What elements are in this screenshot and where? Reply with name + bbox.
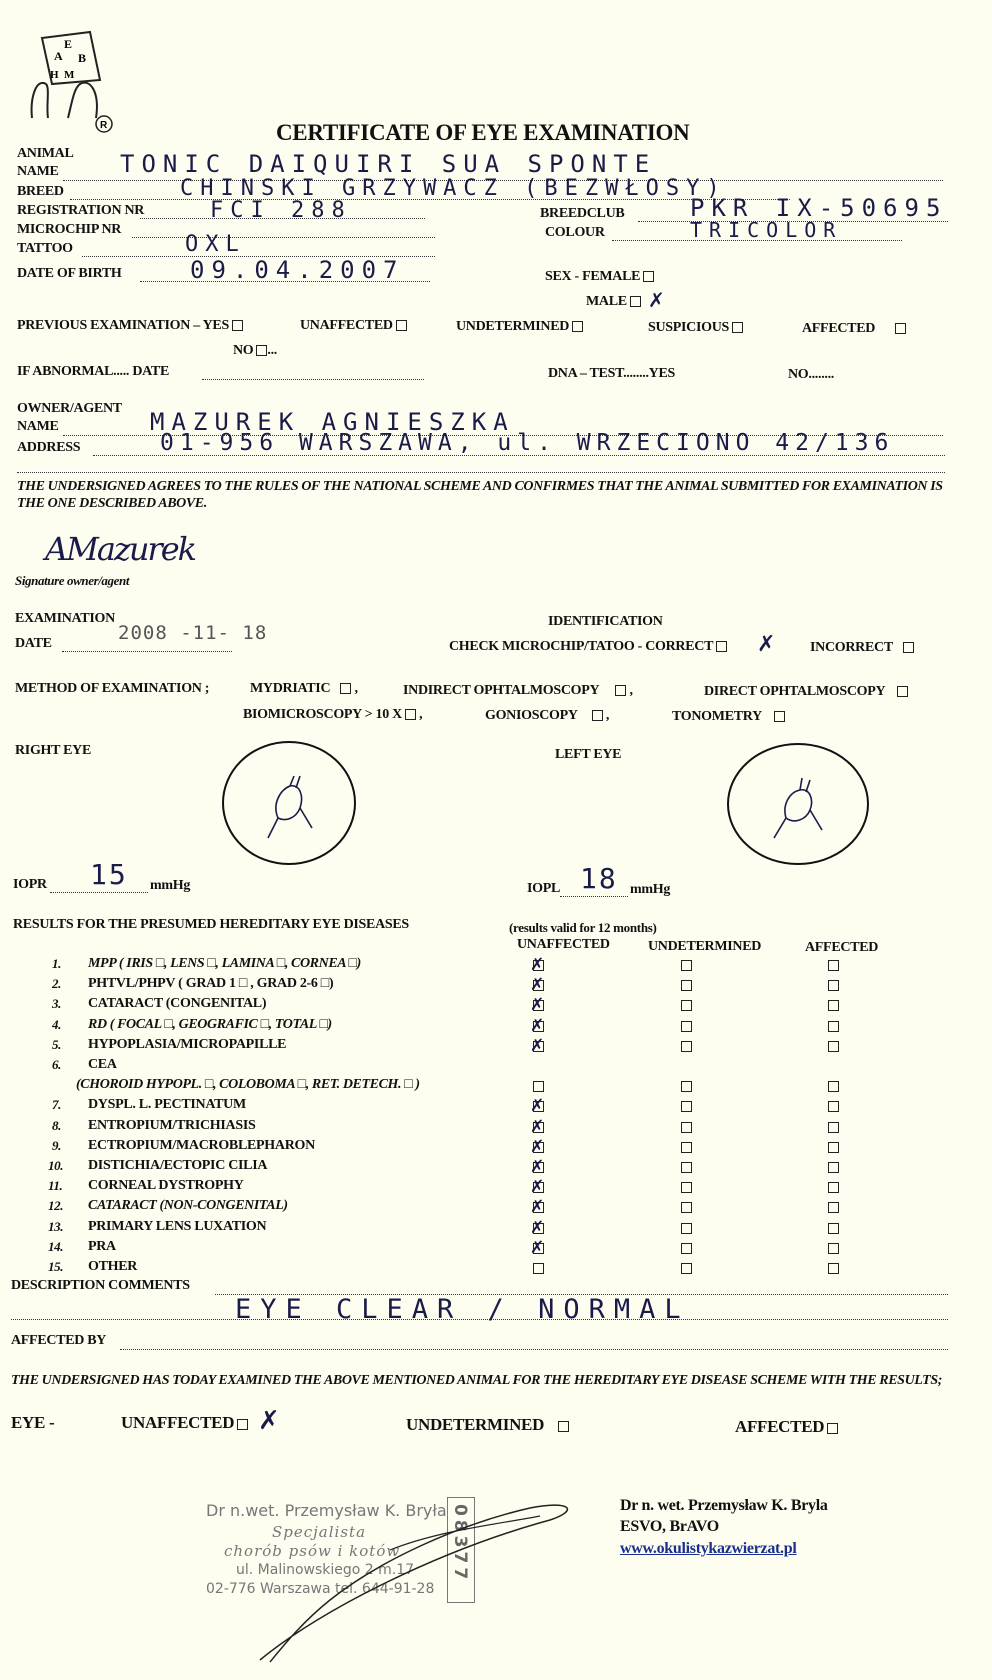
exam-date-label: DATE	[15, 636, 52, 651]
dna-test-label: DNA – TEST........YES	[548, 366, 676, 381]
check-mark-icon: ✗	[530, 1036, 545, 1056]
incorrect-label: INCORRECT	[810, 640, 914, 656]
previous-affected-checkbox[interactable]	[895, 323, 906, 334]
results-row-number: 7.	[52, 1097, 61, 1112]
previous-undetermined-checkbox[interactable]	[572, 321, 583, 332]
affected-checkbox[interactable]	[828, 1081, 839, 1092]
undetermined-checkbox[interactable]	[681, 1101, 692, 1112]
results-row-number: 10.	[48, 1158, 64, 1173]
affected-checkbox[interactable]	[828, 1202, 839, 1213]
results-row-number: 15.	[48, 1259, 64, 1274]
microchip-label: MICROCHIP NR	[17, 222, 122, 237]
results-row-number: 6.	[52, 1057, 61, 1072]
check-mark-icon: ✗	[530, 1238, 545, 1258]
method-label: METHOD OF EXAMINATION ;	[15, 681, 210, 696]
undetermined-checkbox[interactable]	[681, 1041, 692, 1052]
registration-label: REGISTRATION NR	[17, 203, 145, 218]
undetermined-checkbox[interactable]	[681, 1162, 692, 1173]
col-affected: AFFECTED	[805, 940, 879, 955]
previous-suspicious-checkbox[interactable]	[732, 322, 743, 333]
exam-date-value: 2008 -11- 18	[118, 622, 268, 644]
previous-no-checkbox[interactable]	[256, 345, 267, 356]
results-row-label: HYPOPLASIA/MICROPAPILLE	[88, 1037, 287, 1052]
affected-checkbox[interactable]	[828, 1223, 839, 1234]
signature-label: Signature owner/agent	[15, 573, 130, 588]
owner-address-value: 01-956 WARSZAWA, ul. WRZECIONO 42/136	[160, 430, 895, 456]
undetermined-checkbox[interactable]	[681, 1000, 692, 1011]
previous-affected: AFFECTED	[802, 321, 906, 337]
results-row-number: 1.	[52, 956, 61, 971]
indirect-checkbox[interactable]	[615, 685, 626, 696]
final-unaffected-checkbox[interactable]	[237, 1419, 248, 1430]
undetermined-checkbox[interactable]	[681, 1081, 692, 1092]
mydriatic-checkbox[interactable]	[340, 683, 351, 694]
affected-checkbox[interactable]	[828, 1263, 839, 1274]
results-row-label: DISTICHIA/ECTOPIC CILIA	[88, 1158, 268, 1173]
svg-text:B: B	[78, 51, 87, 65]
results-row-label: CORNEAL DYSTROPHY	[88, 1178, 244, 1193]
previous-exam-label: PREVIOUS EXAMINATION – YES	[17, 318, 243, 334]
check-mark-icon: ✗	[530, 975, 545, 995]
iopl-label: IOPL	[527, 881, 561, 896]
check-mark-icon: ✗	[530, 995, 545, 1015]
stamp-line4: ul. Malinowskiego 2 m.17	[236, 1562, 415, 1578]
male-checkbox[interactable]	[630, 296, 641, 307]
check-mark-icon: ✗	[530, 1016, 545, 1036]
results-row-number: 14.	[48, 1239, 64, 1254]
owner-address-label: ADDRESS	[17, 440, 81, 455]
unaffected-checkbox[interactable]	[533, 1081, 544, 1092]
results-row-label: PRA	[88, 1239, 116, 1254]
animal-name-label: NAME	[17, 164, 59, 179]
breedclub-label: BREEDCLUB	[540, 206, 625, 221]
previous-undetermined: UNDETERMINED	[456, 319, 583, 335]
breed-value: CHINSKI GRZYWACZ (BEZWŁOSY)	[180, 176, 727, 201]
iopr-value: 15	[90, 858, 128, 891]
results-row-label: DYSPL. L. PECTINATUM	[88, 1097, 246, 1112]
affected-by-label: AFFECTED BY	[11, 1333, 107, 1348]
final-undetermined: UNDETERMINED	[406, 1415, 569, 1435]
final-unaffected: UNAFFECTED	[121, 1413, 248, 1433]
left-eye-label: LEFT EYE	[555, 747, 622, 762]
stamp-line1: Dr n.wet. Przemysław K. Bryła	[206, 1501, 447, 1520]
owner-signature: AMazurek	[45, 530, 196, 568]
iopl-value: 18	[580, 862, 618, 895]
description-label: DESCRIPTION COMMENTS	[11, 1278, 190, 1293]
if-abnormal-label: IF ABNORMAL..... DATE	[17, 364, 169, 379]
gonioscopy-label: GONIOSCOPY ,	[485, 708, 610, 723]
col-unaffected: UNAFFECTED	[517, 937, 610, 952]
stamp-number: 08377	[450, 1504, 470, 1584]
male-check-mark-icon: ✗	[648, 288, 665, 312]
affected-checkbox[interactable]	[828, 1041, 839, 1052]
dob-value: 09.04.2007	[190, 256, 405, 284]
affected-checkbox[interactable]	[828, 1122, 839, 1133]
undetermined-checkbox[interactable]	[681, 1263, 692, 1274]
unaffected-checkbox[interactable]	[533, 1263, 544, 1274]
check-mark-icon: ✗	[530, 1137, 545, 1157]
final-undetermined-checkbox[interactable]	[558, 1421, 569, 1432]
results-row-number: 8.	[52, 1118, 61, 1133]
check-mark-icon: ✗	[530, 955, 545, 975]
stamp-line5: 02-776 Warszawa tel. 644-91-28	[206, 1581, 435, 1597]
animal-section-label: ANIMAL	[17, 146, 74, 161]
dna-no-label: NO........	[788, 367, 835, 382]
previous-suspicious: SUSPICIOUS	[648, 320, 743, 336]
results-row-label: PRIMARY LENS LUXATION	[88, 1219, 267, 1234]
iopl-unit: mmHg	[630, 882, 671, 897]
svg-text:A: A	[54, 49, 63, 63]
undetermined-checkbox[interactable]	[681, 1243, 692, 1254]
undetermined-checkbox[interactable]	[681, 960, 692, 971]
results-row-number: 2.	[52, 976, 61, 991]
mydriatic-label: MYDRIATIC ,	[250, 681, 358, 696]
correct-checkbox[interactable]	[716, 641, 727, 652]
check-mark-icon: ✗	[530, 1157, 545, 1177]
results-row-number: 9.	[52, 1138, 61, 1153]
results-row-label: (CHOROID HYPOPL. □, COLOBOMA □, RET. DETECH. □ )	[76, 1077, 420, 1092]
tonometry-label: TONOMETRY	[672, 709, 785, 725]
undetermined-checkbox[interactable]	[681, 1202, 692, 1213]
results-row-label: CATARACT (NON-CONGENITAL)	[88, 1198, 288, 1213]
svg-text:M: M	[64, 69, 75, 81]
undetermined-checkbox[interactable]	[681, 1142, 692, 1153]
affected-checkbox[interactable]	[828, 1162, 839, 1173]
biomicroscopy-checkbox[interactable]	[405, 709, 416, 720]
tonometry-checkbox[interactable]	[774, 711, 785, 722]
undetermined-checkbox[interactable]	[681, 1122, 692, 1133]
tattoo-label: TATTOO	[17, 241, 73, 256]
iopr-unit: mmHg	[150, 878, 191, 893]
affected-checkbox[interactable]	[828, 960, 839, 971]
indirect-label: INDIRECT OPHTALMOSCOPY ,	[403, 683, 633, 698]
vet-name: Dr n. wet. Przemysław K. Bryla	[620, 1497, 828, 1514]
results-validity: (results valid for 12 months)	[509, 920, 657, 935]
stamp-line2: Specjalista	[272, 1523, 367, 1541]
conclusion-statement: THE UNDERSIGNED HAS TODAY EXAMINED THE ABOVE MENTIONED ANIMAL FOR THE HEREDITARY EYE DISEASE SCHEME WITH THE RESULTS;	[11, 1373, 942, 1388]
previous-unaffected: UNAFFECTED	[300, 318, 407, 334]
tattoo-value: OXL	[185, 232, 246, 257]
results-row-label: OTHER	[88, 1259, 138, 1274]
svg-text:R: R	[100, 120, 108, 131]
check-mark-icon: ✗	[530, 1197, 545, 1217]
results-row-label: ENTROPIUM/TRICHIASIS	[88, 1118, 256, 1133]
affected-checkbox[interactable]	[828, 1142, 839, 1153]
document-title: CERTIFICATE OF EYE EXAMINATION	[276, 120, 690, 145]
results-row-label: RD ( FOCAL □, GEOGRAFIC □, TOTAL □)	[88, 1017, 332, 1032]
affected-checkbox[interactable]	[828, 1021, 839, 1032]
owner-section-label: OWNER/AGENT	[17, 401, 122, 416]
right-eye-label: RIGHT EYE	[15, 743, 92, 758]
undetermined-checkbox[interactable]	[681, 1021, 692, 1032]
previous-unaffected-checkbox[interactable]	[396, 320, 407, 331]
eye-label: EYE -	[11, 1413, 55, 1432]
owner-agreement: THE UNDERSIGNED AGREES TO THE RULES OF THE NATIONAL SCHEME AND CONFIRMES THAT THE ANIMAL SUBMITTED FOR EXAMINATION IS THE ONE DESCRIBED ABOVE.	[17, 479, 943, 511]
results-row-label: MPP ( IRIS □, LENS □, LAMINA □, CORNEA □)	[88, 956, 361, 971]
female-checkbox[interactable]	[643, 271, 654, 282]
sex-female-label: SEX - FEMALE	[545, 269, 654, 285]
affected-checkbox[interactable]	[828, 1243, 839, 1254]
final-affected-checkbox[interactable]	[827, 1423, 838, 1434]
check-mark-icon: ✗	[530, 1096, 545, 1116]
left-eye-diagram	[724, 740, 872, 870]
check-mark-icon: ✗	[530, 1117, 545, 1137]
iopr-label: IOPR	[13, 877, 47, 892]
affected-checkbox[interactable]	[828, 1000, 839, 1011]
col-undetermined: UNDETERMINED	[648, 939, 762, 954]
results-row-label: ECTROPIUM/MACROBLEPHARON	[88, 1138, 315, 1153]
undetermined-checkbox[interactable]	[681, 1223, 692, 1234]
vet-website-link[interactable]: www.okulistykazwierzat.pl	[620, 1540, 797, 1557]
biomicroscopy-label: BIOMICROSCOPY > 10 X ,	[243, 707, 423, 722]
registration-value: FCI 288	[210, 198, 352, 223]
svg-text:E: E	[64, 37, 73, 51]
results-row-number: 13.	[48, 1219, 64, 1234]
stamp-line3: chorób psów i kotów	[224, 1542, 401, 1560]
identification-label: IDENTIFICATION	[548, 614, 663, 629]
results-row-label: CATARACT (CONGENITAL)	[88, 996, 267, 1011]
correct-check-mark-icon: ✗	[757, 632, 776, 657]
final-unaffected-check-mark-icon: ✗	[258, 1406, 280, 1436]
vet-org: ESVO, BrAVO	[620, 1518, 719, 1535]
final-affected: AFFECTED	[735, 1417, 838, 1437]
colour-label: COLOUR	[545, 225, 605, 240]
results-row-number: 4.	[52, 1017, 61, 1032]
aeb-logo	[22, 18, 117, 138]
check-mark-icon: ✗	[530, 1177, 545, 1197]
gonioscopy-checkbox[interactable]	[592, 710, 603, 721]
previous-no: NO ...	[233, 343, 278, 358]
previous-yes-checkbox[interactable]	[232, 320, 243, 331]
owner-name-value: MAZUREK AGNIESZKA	[150, 408, 515, 436]
dob-label: DATE OF BIRTH	[17, 266, 122, 281]
affected-checkbox[interactable]	[828, 1182, 839, 1193]
results-heading: RESULTS FOR THE PRESUMED HEREDITARY EYE DISEASES	[13, 917, 409, 932]
examination-section-label: EXAMINATION	[15, 611, 115, 626]
description-value: EYE CLEAR / NORMAL	[235, 1294, 690, 1325]
incorrect-checkbox[interactable]	[903, 642, 914, 653]
direct-label: DIRECT OPHTALMOSCOPY	[704, 684, 908, 700]
undetermined-checkbox[interactable]	[681, 1182, 692, 1193]
results-row-number: 12.	[48, 1198, 64, 1213]
check-microchip-label: CHECK MICROCHIP/TATOO - CORRECT	[449, 639, 727, 655]
svg-text:H: H	[50, 69, 59, 81]
breedclub-value: PKR IX-50695	[690, 194, 948, 222]
breed-label: BREED	[17, 184, 64, 199]
results-row-number: 3.	[52, 996, 61, 1011]
results-row-number: 5.	[52, 1037, 61, 1052]
vet-signature-scribble	[240, 1490, 580, 1670]
owner-name-label: NAME	[17, 419, 59, 434]
direct-checkbox[interactable]	[897, 686, 908, 697]
results-row-label: PHTVL/PHPV ( GRAD 1 □ , GRAD 2-6 □)	[88, 976, 334, 991]
affected-checkbox[interactable]	[828, 1101, 839, 1112]
right-eye-diagram	[220, 738, 360, 868]
results-row-label: CEA	[88, 1057, 117, 1072]
results-row-number: 11.	[48, 1178, 63, 1193]
undetermined-checkbox[interactable]	[681, 980, 692, 991]
animal-name-value: TONIC DAIQUIRI SUA SPONTE	[120, 150, 657, 178]
affected-checkbox[interactable]	[828, 980, 839, 991]
sex-male-label: MALE	[586, 294, 641, 310]
colour-value: TRICOLOR	[690, 218, 843, 242]
check-mark-icon: ✗	[530, 1218, 545, 1238]
